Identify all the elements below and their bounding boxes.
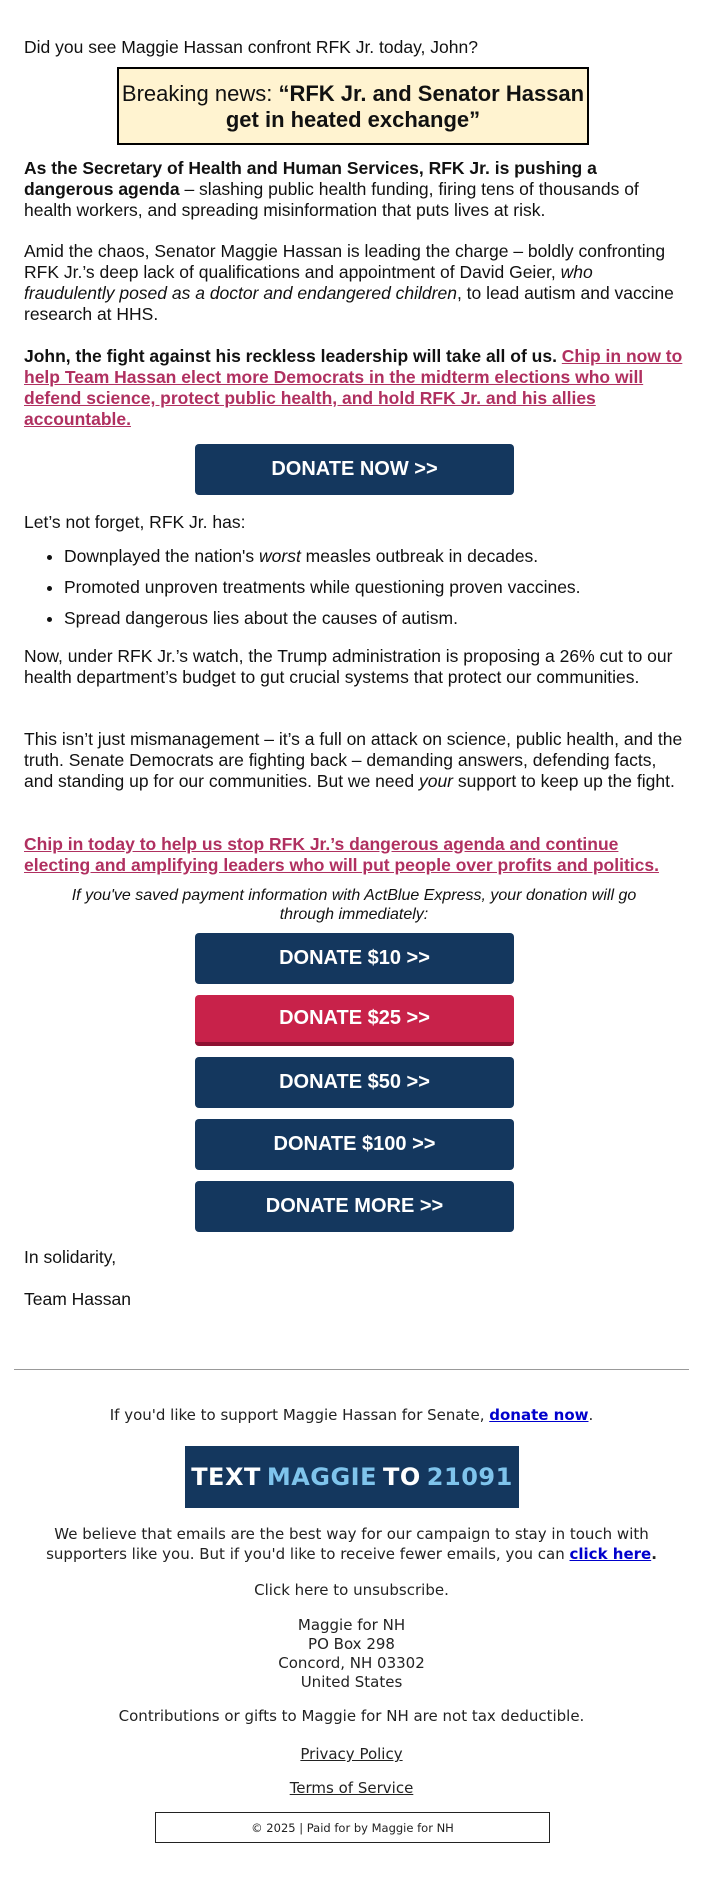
donate-now-button[interactable]: DONATE NOW >> — [195, 444, 514, 495]
paragraph-5 — [24, 729, 684, 792]
donate-50-button[interactable]: DONATE $50 >> — [195, 1057, 514, 1108]
bullet-1-text-b: measles outbreak in decades. — [300, 546, 539, 566]
paragraph-1 — [24, 158, 684, 221]
paragraph-1-bold: As the Secretary of Health and Human Services, RFK Jr. is pushing a dangerous agenda — [24, 158, 597, 199]
donate-more-button[interactable]: DONATE MORE >> — [195, 1181, 514, 1232]
mailing-address — [0, 1616, 703, 1692]
rfk-record-list — [24, 546, 684, 639]
text-banner-shortcode: 21091 — [426, 1463, 513, 1491]
chip-in-now-link[interactable]: Chip in now to help Team Hassan elect more Democrats in the midterm elections who will defend science, protect public health, and hold RFK Jr. and his allies accountable. — [24, 346, 683, 429]
address-line: Maggie for NH — [297, 1616, 406, 1634]
headline-box — [117, 67, 589, 145]
paragraph-5-text-a: This isn’t just mismanagement – it’s a full on attack on science, public health, and the truth. Senate Democrats are fighting back – demanding answers, defending facts, and standing up for our communities. But we need — [24, 729, 683, 791]
paragraph-2-text-b: , to lead autism and vaccine research at HHS. — [24, 283, 674, 324]
actblue-express-note: If you've saved payment information with ActBlue Express, your donation will go through immediately: — [71, 887, 637, 923]
privacy-policy-link-wrap — [0, 1745, 703, 1763]
footer-divider — [14, 1369, 689, 1370]
support-end: . — [588, 1406, 594, 1424]
paragraph-3-bold: John, the fight against his reckless leadership will take all of us. — [24, 346, 562, 366]
address-line: United States — [300, 1673, 403, 1691]
unsubscribe-link[interactable]: Click here to unsubscribe. — [254, 1581, 449, 1599]
list-intro: Let’s not forget, RFK Jr. has: — [24, 512, 246, 532]
paragraph-2-italic: who fraudulently posed as a doctor and endangered children — [24, 262, 593, 303]
text-banner-word-to: TO — [383, 1463, 421, 1491]
copyright-box: © 2025 | Paid for by Maggie for NH — [155, 1812, 550, 1843]
tax-note: Contributions or gifts to Maggie for NH are not tax deductible. — [118, 1707, 585, 1725]
list-item: • Promoted unproven treatments while questioning proven vaccines. — [64, 577, 684, 598]
address-line: PO Box 298 — [308, 1635, 395, 1653]
donate-10-button[interactable]: DONATE $10 >> — [195, 933, 514, 984]
terms-of-service-link[interactable]: Terms of Service — [289, 1779, 414, 1797]
paragraph-5-text-b: support to keep up the fight. — [453, 771, 675, 791]
donate-now-footer-link[interactable]: donate now — [489, 1406, 589, 1424]
chip-in-today-link[interactable]: Chip in today to help us stop RFK Jr.’s dangerous agenda and continue electing and amplifying leaders who will put people over profits and politics. — [24, 834, 659, 875]
bullet-1-text-a: Downplayed the nation's — [64, 546, 259, 566]
fewer-emails-link[interactable]: click here — [569, 1545, 652, 1563]
intro-line: Did you see Maggie Hassan confront RFK Jr. today, John? — [24, 37, 478, 57]
paragraph-5-italic: your — [418, 771, 454, 791]
list-item: • Spread dangerous lies about the causes of autism. — [64, 608, 684, 629]
support-text: If you'd like to support Maggie Hassan for Senate, — [109, 1406, 490, 1424]
text-maggie-banner[interactable] — [185, 1446, 519, 1508]
address-line: Concord, NH 03302 — [278, 1654, 425, 1672]
text-banner-word-text: TEXT — [191, 1463, 261, 1491]
text-banner-keyword: MAGGIE — [266, 1463, 378, 1491]
donate-100-button[interactable]: DONATE $100 >> — [195, 1119, 514, 1170]
list-item — [64, 546, 684, 567]
fewer-emails-end: . — [651, 1545, 657, 1563]
headline-prefix: Breaking news: — [121, 81, 279, 106]
fewer-emails-text: We believe that emails are the best way for our campaign to stay in touch with supporters like you. But if you'd like to receive fewer emails, you can — [46, 1525, 649, 1563]
signature: Team Hassan — [24, 1289, 131, 1309]
paragraph-2-text-a: Amid the chaos, Senator Maggie Hassan is leading the charge – boldly confronting RFK Jr.’s deep lack of qualifications and appointment of David Geier, — [24, 241, 666, 282]
paragraph-2 — [24, 241, 684, 325]
privacy-policy-link[interactable]: Privacy Policy — [300, 1745, 403, 1763]
paragraph-3 — [24, 346, 684, 430]
paragraph-4: Now, under RFK Jr.’s watch, the Trump administration is proposing a 26% cut to our health department’s budget to gut crucial systems that protect our communities. — [24, 646, 673, 687]
paragraph-1-text: – slashing public health funding, firing tens of thousands of health workers, and spreading misinformation that puts lives at risk. — [24, 179, 639, 220]
donate-25-button[interactable]: DONATE $25 >> — [195, 995, 514, 1046]
support-line — [0, 1406, 703, 1424]
headline-quote: “RFK Jr. and Senator Hassan get in heated exchange” — [225, 81, 585, 132]
fewer-emails-note — [14, 1524, 689, 1564]
terms-link-wrap — [0, 1779, 703, 1797]
signoff: In solidarity, — [24, 1247, 117, 1267]
bullet-1-italic: worst — [259, 546, 301, 566]
